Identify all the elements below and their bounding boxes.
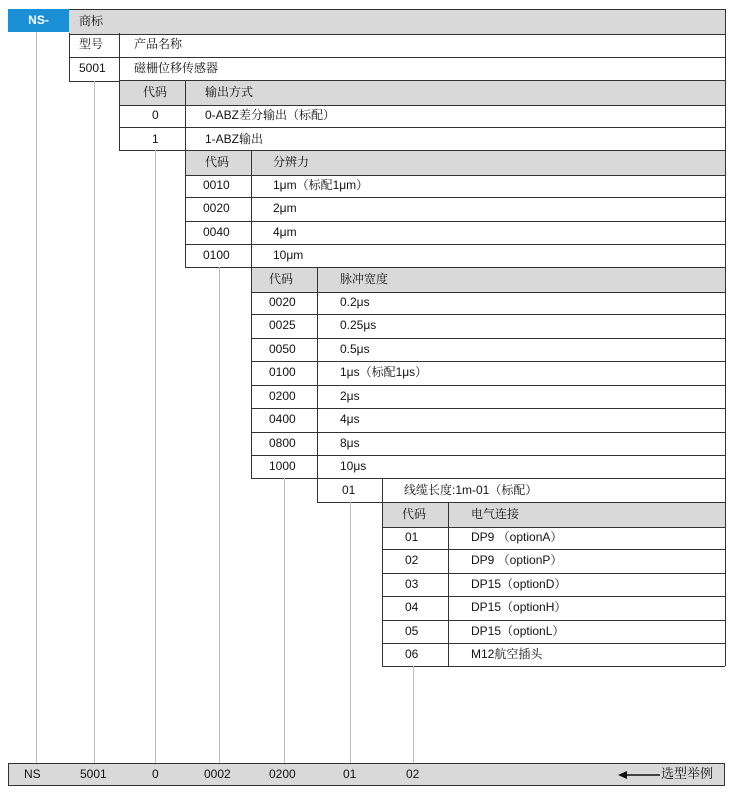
resolution-header (185, 150, 725, 176)
product-name: 磁栅位移传感器 (134, 61, 219, 75)
resolution-title: 分辨力 (273, 155, 310, 169)
connector-code-5: 06 (405, 647, 419, 661)
pulse-code-4: 0200 (269, 389, 296, 403)
example-label: 选型举例 (661, 766, 714, 781)
pulse-code-2: 0050 (269, 342, 296, 356)
example-value-3: 0002 (204, 767, 231, 781)
connector-code-0: 01 (405, 530, 419, 544)
cable-code: 01 (342, 483, 356, 497)
arrow-left-icon (618, 768, 660, 782)
pulse-code-5: 0400 (269, 412, 296, 426)
resolution-text-2: 4μm (273, 225, 297, 239)
connector-text-4: DP15（optionL） (471, 624, 565, 638)
model-label: 型号 (79, 37, 104, 51)
pulse-text-5: 4μs (340, 412, 360, 426)
example-value-1: 5001 (80, 767, 107, 781)
brand-badge: NS- (8, 9, 69, 32)
output-title: 输出方式 (205, 85, 254, 99)
connector-text-0: DP9 （optionA） (471, 530, 563, 544)
pulse-text-1: 0.25μs (340, 318, 377, 332)
resolution-code-0: 0010 (203, 178, 230, 192)
resolution-code-3: 0100 (203, 248, 230, 262)
cable-text: 线缆长度:1m-01（标配） (404, 483, 538, 497)
resolution-text-1: 2μm (273, 201, 297, 215)
output-text-1: 1-ABZ输出 (205, 132, 264, 146)
pulse-text-6: 8μs (340, 436, 360, 450)
connector-text-5: M12航空插头 (471, 647, 543, 661)
connector-code-1: 02 (405, 553, 419, 567)
pulse-code-6: 0800 (269, 436, 296, 450)
connector-code-4: 05 (405, 624, 419, 638)
example-value-2: 0 (152, 767, 159, 781)
connector-code-2: 03 (405, 577, 419, 591)
connector-code-label: 代码 (402, 507, 427, 521)
pulse-text-4: 2μs (340, 389, 360, 403)
trademark-header (69, 9, 725, 35)
pulse-code-label: 代码 (269, 272, 294, 286)
connector-header (382, 502, 725, 528)
connector-text-1: DP9 （optionP） (471, 553, 563, 567)
pulse-title: 脉冲宽度 (340, 272, 389, 286)
example-value-6: 02 (406, 767, 420, 781)
output-code-1: 1 (152, 132, 159, 146)
example-value-4: 0200 (269, 767, 296, 781)
resolution-code-1: 0020 (203, 201, 230, 215)
output-code-0: 0 (152, 108, 159, 122)
pulse-text-2: 0.5μs (340, 342, 370, 356)
pulse-code-3: 0100 (269, 365, 296, 379)
pulse-header (251, 267, 725, 293)
pulse-code-1: 0025 (269, 318, 296, 332)
pulse-text-3: 1μs（标配1μs） (340, 365, 428, 379)
output-code-label: 代码 (143, 85, 168, 99)
model-code: 5001 (79, 61, 106, 75)
pulse-code-7: 1000 (269, 459, 296, 473)
resolution-text-3: 10μm (273, 248, 304, 262)
resolution-code-label: 代码 (205, 155, 230, 169)
resolution-text-0: 1μm（标配1μm） (273, 178, 369, 192)
example-value-5: 01 (343, 767, 357, 781)
example-value-0: NS (24, 767, 41, 781)
connector-title: 电气连接 (471, 507, 520, 521)
connector-text-3: DP15（optionH） (471, 600, 567, 614)
pulse-text-7: 10μs (340, 459, 367, 473)
output-text-0: 0-ABZ差分输出（标配） (205, 108, 336, 122)
connector-text-2: DP15（optionD） (471, 577, 567, 591)
connector-code-3: 04 (405, 600, 419, 614)
output-header (119, 80, 725, 106)
trademark-label: 商标 (79, 14, 104, 28)
pulse-text-0: 0.2μs (340, 295, 370, 309)
product-name-label: 产品名称 (134, 37, 183, 51)
pulse-code-0: 0020 (269, 295, 296, 309)
resolution-code-2: 0040 (203, 225, 230, 239)
